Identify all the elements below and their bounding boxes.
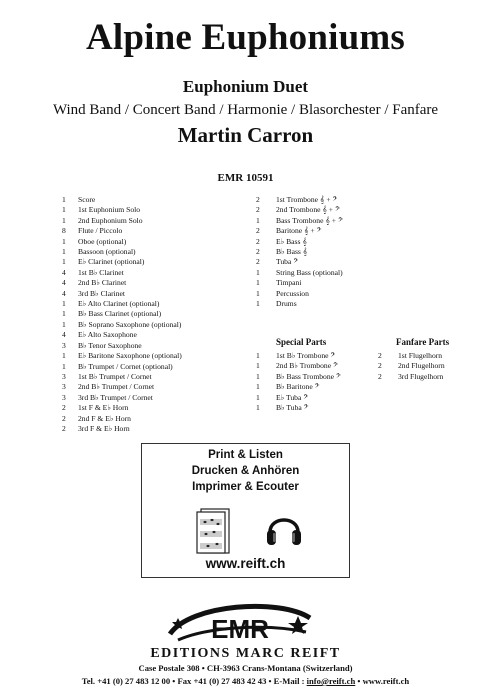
part-name: B♭ Baritone 𝄢 — [276, 382, 320, 392]
special-parts-list — [256, 351, 341, 413]
part-quantity: 1 — [256, 392, 260, 402]
part-name: E♭ Baritone Saxophone (optional) — [78, 351, 182, 361]
part-quantity: 1 — [256, 215, 260, 225]
part-row — [256, 247, 343, 257]
part-quantity: 1 — [62, 299, 66, 309]
part-quantity: 1 — [256, 361, 260, 371]
fanfare-parts-list — [378, 351, 445, 382]
part-name: E♭ Alto Saxophone — [78, 330, 137, 340]
parts-list-low — [256, 195, 343, 309]
part-name: B♭ Tenor Saxophone — [78, 340, 142, 350]
catalog-code: EMR 10591 — [217, 172, 274, 184]
part-row — [62, 372, 182, 382]
part-row — [62, 216, 182, 226]
part-quantity: 1 — [256, 351, 260, 360]
part-name: 1st Trombone 𝄞 + 𝄢 — [276, 195, 338, 204]
part-row — [256, 278, 343, 288]
ensemble-list: Wind Band / Concert Band / Harmonie / Blasorchester / Fanfare — [52, 102, 439, 118]
part-row — [62, 309, 182, 319]
part-quantity: 2 — [62, 413, 66, 423]
publisher-address: Case Postale 308 • CH-3963 Crans-Montana (Switzerland) — [138, 663, 353, 673]
part-quantity: 3 — [62, 371, 66, 381]
part-name: Bass Trombone 𝄞 + 𝄢 — [276, 215, 343, 225]
part-quantity: 1 — [256, 288, 260, 298]
piece-subtitle: Euphonium Duet — [182, 77, 309, 96]
part-quantity: 3 — [62, 382, 66, 392]
part-quantity: 3 — [62, 340, 66, 350]
part-name: Drums — [276, 299, 297, 309]
part-quantity: 2 — [256, 195, 260, 204]
part-name: B♭ Bass Clarinet (optional) — [78, 309, 162, 319]
part-name: Percussion — [276, 288, 309, 298]
part-quantity: 2 — [378, 361, 382, 371]
part-row — [256, 372, 341, 382]
part-quantity: 1 — [62, 351, 66, 361]
piece-title: Alpine Euphoniums — [85, 17, 406, 58]
part-row — [62, 268, 182, 278]
print-listen-box — [141, 443, 350, 578]
part-row — [256, 289, 343, 299]
part-name: 2nd B♭ Trombone 𝄢 — [276, 361, 338, 371]
part-row — [62, 289, 182, 299]
sheet-music-icon — [196, 508, 230, 554]
part-quantity: 3 — [62, 392, 66, 402]
part-row — [62, 278, 182, 288]
part-quantity: 1 — [62, 319, 66, 329]
part-name: 3rd B♭ Trumpet / Cornet — [78, 392, 153, 402]
part-row — [62, 226, 182, 236]
part-row — [378, 372, 445, 382]
part-name: B♭ Bass Trombone 𝄢 — [276, 371, 341, 381]
part-row — [62, 330, 182, 340]
part-row — [256, 268, 343, 278]
part-name: 1st Euphonium Solo — [78, 205, 141, 215]
part-quantity: 1 — [256, 267, 260, 277]
part-quantity: 1 — [256, 299, 260, 309]
part-name: 2nd B♭ Clarinet — [78, 278, 127, 288]
part-quantity: 2 — [256, 226, 260, 236]
part-quantity: 1 — [256, 278, 260, 288]
part-name: Tuba 𝄢 — [276, 257, 299, 267]
part-quantity: 1 — [62, 361, 66, 371]
part-quantity: 4 — [62, 267, 66, 277]
part-name: 1st B♭ Clarinet — [78, 267, 124, 277]
part-quantity: 1 — [256, 371, 260, 381]
part-row — [256, 382, 341, 392]
part-quantity: 4 — [62, 278, 66, 288]
special-parts-heading: Special Parts — [276, 337, 327, 347]
part-quantity: 1 — [256, 403, 260, 413]
part-name: 1st F & E♭ Horn — [78, 403, 129, 413]
part-name: 2nd B♭ Trumpet / Cornet — [78, 382, 155, 392]
part-name: String Bass (optional) — [276, 267, 343, 277]
part-quantity: 8 — [62, 226, 66, 236]
part-row — [256, 237, 343, 247]
part-row — [256, 393, 341, 403]
part-name: E♭ Tuba 𝄢 — [276, 392, 309, 402]
part-quantity: 2 — [256, 247, 260, 257]
part-row — [62, 393, 182, 403]
part-row — [256, 216, 343, 226]
part-row — [62, 341, 182, 351]
publisher-contact — [0, 676, 491, 686]
part-row — [378, 351, 445, 361]
part-quantity: 1 — [256, 382, 260, 392]
part-quantity: 2 — [256, 205, 260, 215]
part-quantity: 1 — [62, 257, 66, 267]
part-quantity: 1 — [62, 309, 66, 319]
part-quantity: 4 — [62, 330, 66, 340]
part-name: 3rd Flugelhorn — [398, 371, 444, 381]
contact-email[interactable]: info@reift.ch — [306, 676, 356, 686]
part-row — [256, 403, 341, 413]
print-listen-line-de: Drucken & Anhören — [191, 465, 300, 477]
part-name: 2nd Flugelhorn — [398, 361, 445, 371]
part-name: 3rd B♭ Clarinet — [78, 288, 126, 298]
part-name: E♭ Alto Clarinet (optional) — [78, 299, 160, 309]
part-row — [62, 424, 182, 434]
website-url[interactable]: www.reift.ch — [205, 556, 286, 571]
part-row — [256, 361, 341, 371]
part-name: 3rd F & E♭ Horn — [78, 423, 130, 433]
part-name: 1st Flugelhorn — [398, 351, 443, 360]
part-row — [62, 237, 182, 247]
part-row — [62, 299, 182, 309]
part-row — [256, 226, 343, 236]
part-row — [256, 299, 343, 309]
part-name: B♭ Trumpet / Cornet (optional) — [78, 361, 173, 371]
part-row — [62, 414, 182, 424]
part-name: B♭ Soprano Saxophone (optional) — [78, 319, 182, 329]
part-row — [62, 362, 182, 372]
part-row — [62, 247, 182, 257]
part-name: E♭ Clarinet (optional) — [78, 257, 145, 267]
headphones-icon — [264, 508, 304, 548]
part-quantity: 1 — [62, 205, 66, 215]
part-quantity: 1 — [62, 236, 66, 246]
print-listen-line-fr: Imprimer & Ecouter — [192, 481, 299, 493]
part-name: B♭ Bass 𝄞 — [276, 247, 308, 257]
part-row — [378, 361, 445, 371]
part-row — [62, 351, 182, 361]
part-quantity: 2 — [62, 403, 66, 413]
part-quantity: 1 — [62, 195, 66, 204]
part-name: Oboe (optional) — [78, 236, 127, 246]
part-name: 2nd F & E♭ Horn — [78, 413, 131, 423]
contact-website[interactable]: • www.reift.ch — [355, 676, 410, 686]
part-quantity: 2 — [378, 351, 382, 360]
part-name: Flute / Piccolo — [78, 226, 123, 236]
part-row — [62, 320, 182, 330]
part-name: B♭ Tuba 𝄢 — [276, 403, 309, 413]
part-name: 2nd Trombone 𝄞 + 𝄢 — [276, 205, 340, 215]
part-name: Bassoon (optional) — [78, 247, 136, 257]
composer-name: Martin Carron — [177, 123, 314, 147]
part-name: Score — [78, 195, 96, 204]
part-name: E♭ Bass 𝄞 — [276, 236, 307, 246]
fanfare-parts-heading: Fanfare Parts — [396, 337, 450, 347]
part-quantity: 4 — [62, 288, 66, 298]
part-quantity: 2 — [62, 423, 66, 433]
part-row — [62, 403, 182, 413]
logo-text: EMR — [211, 614, 269, 644]
part-row — [256, 351, 341, 361]
contact-phone-fax: Tel. +41 (0) 27 483 12 00 • Fax +41 (0) 27 483 42 43 • E-Mail : — [81, 676, 307, 686]
part-quantity: 1 — [62, 247, 66, 257]
part-row — [62, 195, 182, 205]
parts-list-main — [62, 195, 182, 434]
part-name: 1st B♭ Trombone 𝄢 — [276, 351, 336, 360]
part-name: 1st B♭ Trumpet / Cornet — [78, 371, 152, 381]
print-listen-line-en: Print & Listen — [208, 449, 283, 461]
part-name: Timpani — [276, 278, 302, 288]
part-quantity: 2 — [378, 371, 382, 381]
part-row — [62, 205, 182, 215]
part-name: 2nd Euphonium Solo — [78, 215, 143, 225]
part-name: Baritone 𝄞 + 𝄢 — [276, 226, 322, 236]
part-quantity: 2 — [256, 257, 260, 267]
part-quantity: 1 — [62, 215, 66, 225]
part-row — [256, 195, 343, 205]
publisher-name: EDITIONS MARC REIFT — [150, 646, 341, 661]
part-row — [62, 257, 182, 267]
part-row — [256, 257, 343, 267]
part-row — [62, 382, 182, 392]
part-quantity: 2 — [256, 236, 260, 246]
part-row — [256, 205, 343, 215]
